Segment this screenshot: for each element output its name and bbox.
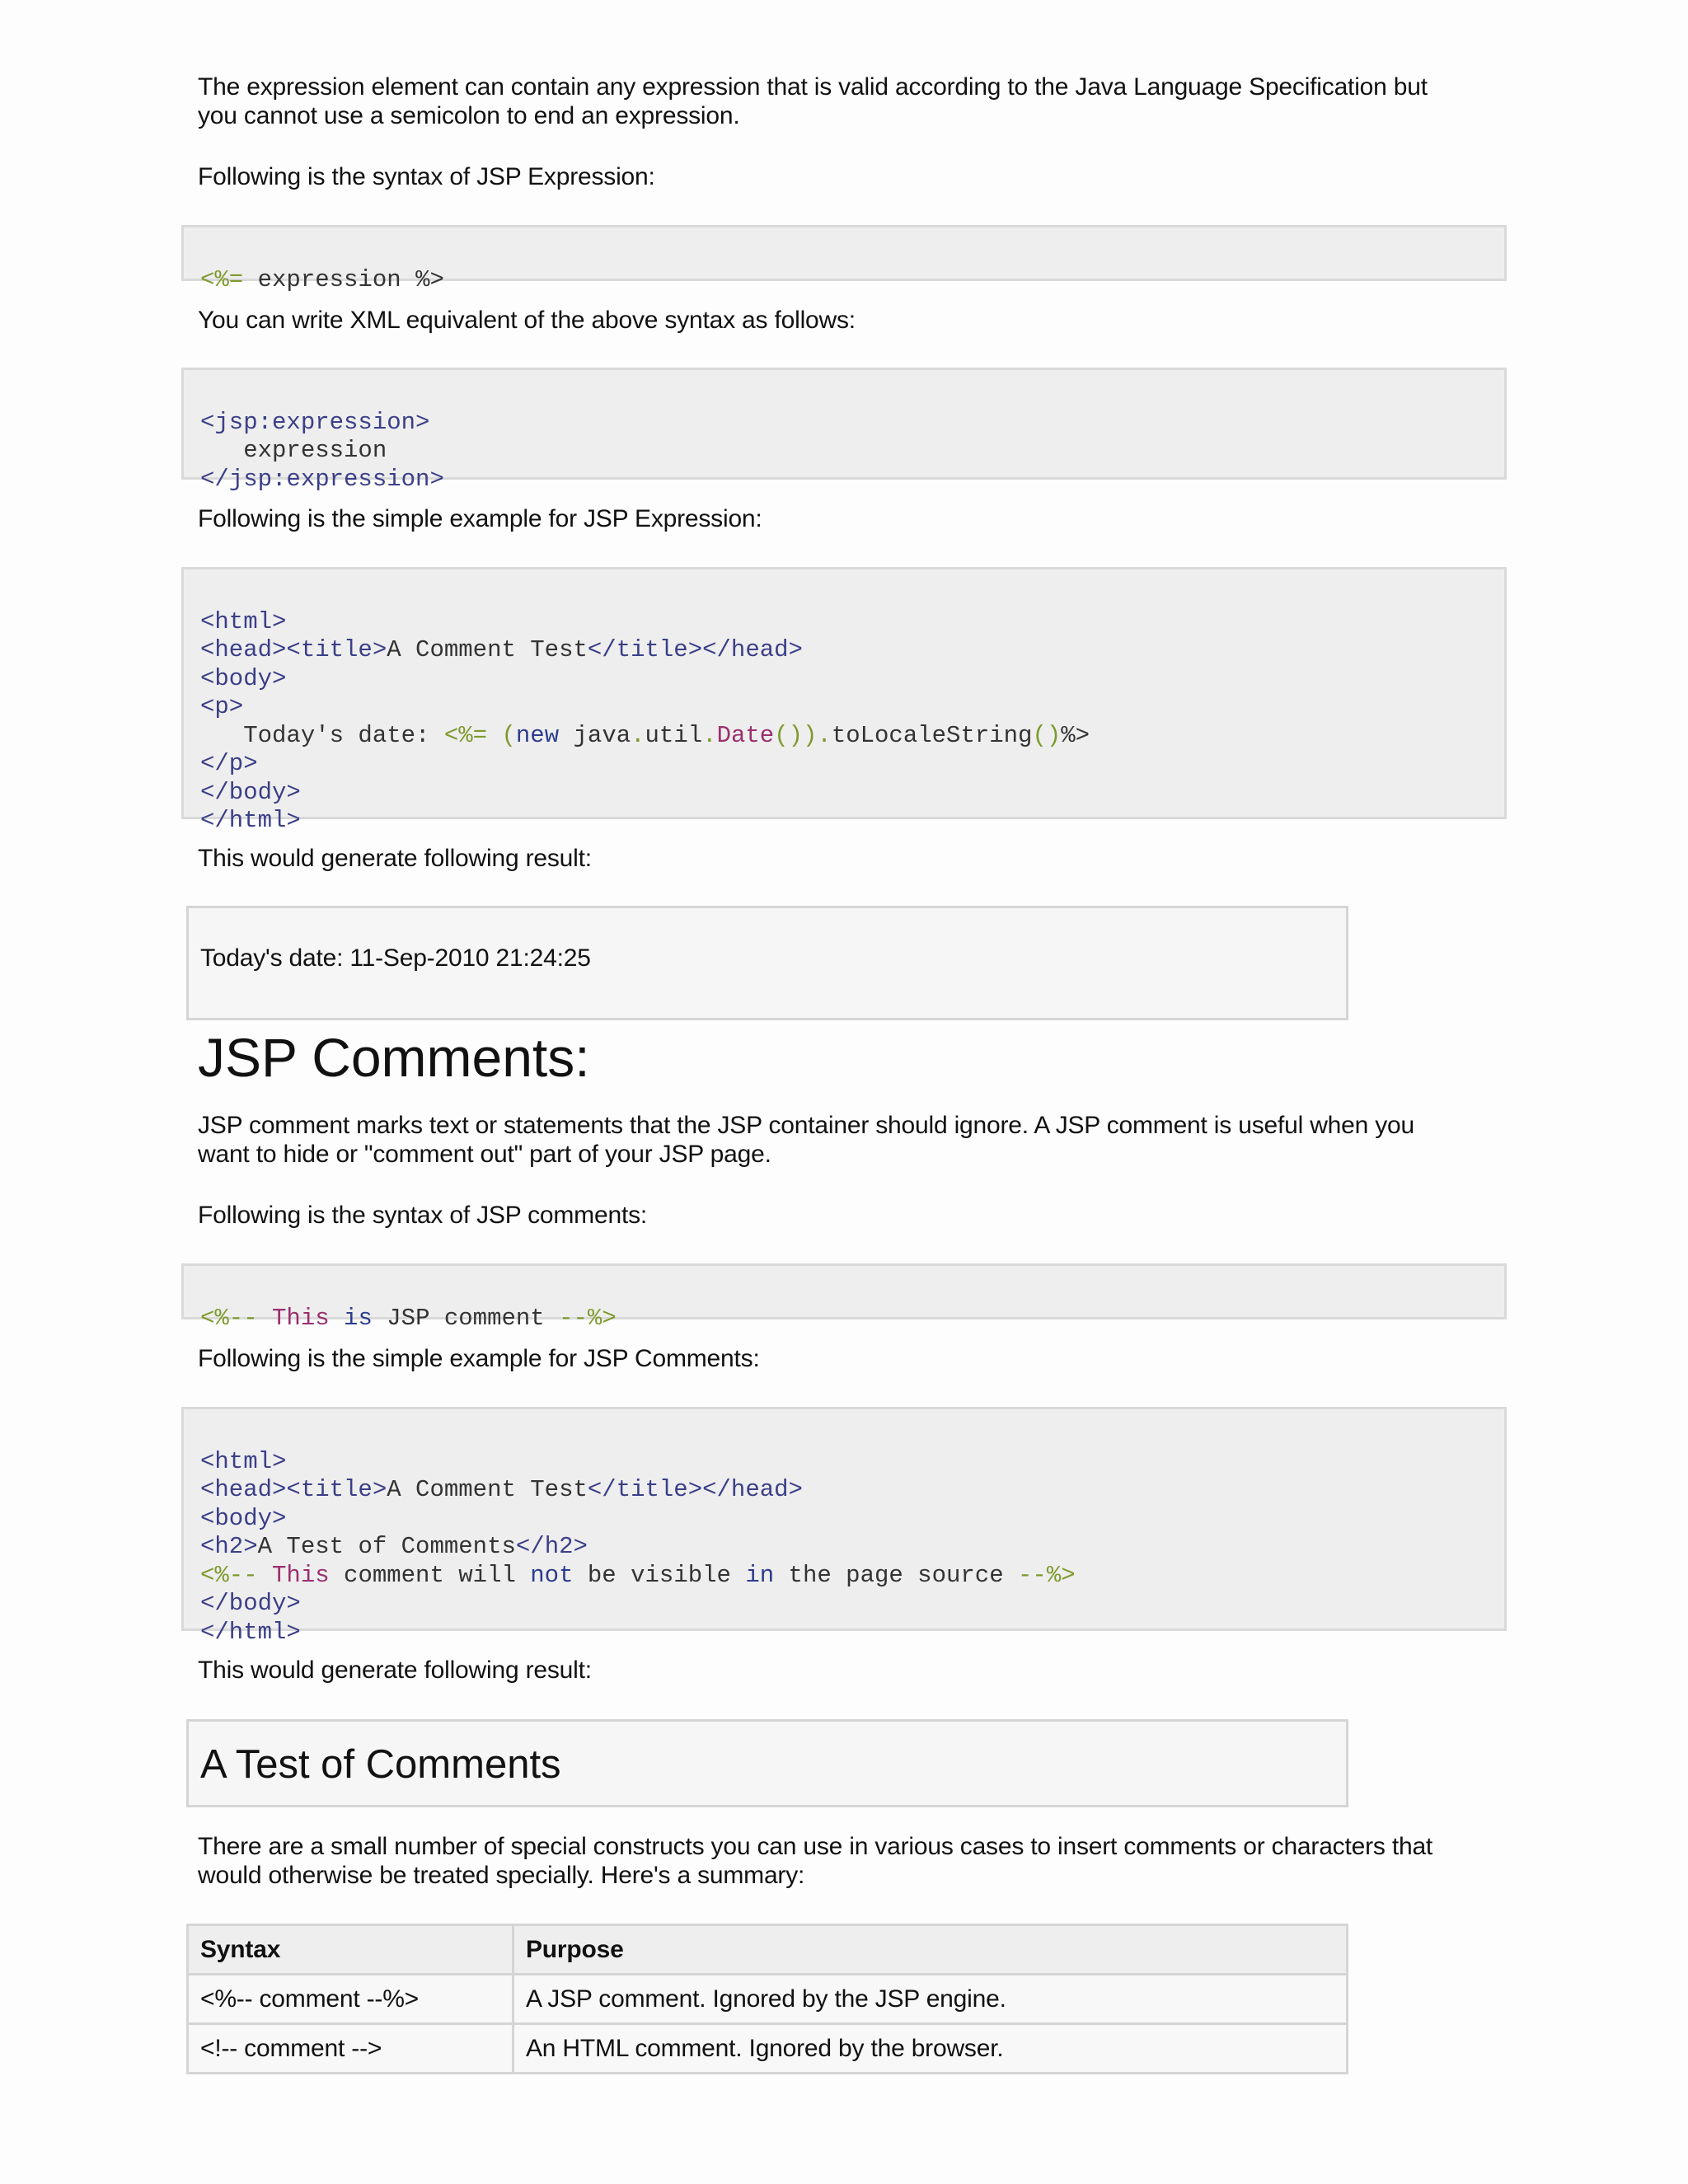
table-cell: <%-- comment --%> [188, 1975, 513, 2024]
result-heading-text: A Test of Comments [200, 1742, 561, 1787]
code-token: </title></head> [587, 1476, 803, 1503]
comments-paragraph-line-2: want to hide or "comment out" part of your JSP page. [198, 1141, 771, 1168]
code-line: <body> [200, 1504, 287, 1532]
code-token: Today's date: [200, 721, 444, 749]
code-token: java [559, 721, 631, 749]
table-row [188, 1975, 1348, 2024]
code-token: A Comment Test [387, 636, 588, 663]
code-token: expression [243, 265, 416, 293]
code-token: . [702, 721, 717, 749]
code-block-comment-example [181, 1407, 1507, 1646]
syntax-intro-text: Following is the syntax of JSP Expression: [198, 163, 655, 190]
code-line: <jsp:expression> [200, 408, 430, 436]
code-token: the page source [774, 1561, 1019, 1589]
code-token: Date [716, 721, 775, 749]
code-line: </body> [200, 778, 301, 806]
code-token: %> [415, 265, 444, 293]
intro-paragraph-line-2: you cannot use a semicolon to end an expression. [198, 102, 740, 129]
code-block-expression-example [181, 567, 1507, 834]
code-line: <body> [200, 664, 287, 692]
code-token: <h2> [200, 1533, 258, 1560]
table-cell: An HTML comment. Ignored by the browser. [513, 2024, 1348, 2074]
code-token: --%> [559, 1304, 617, 1332]
code-token: comment will [329, 1561, 531, 1589]
xml-intro-text: You can write XML equivalent of the above syntax as follows: [198, 307, 856, 334]
table-row [188, 2024, 1348, 2074]
table-header-row [188, 1925, 1348, 1975]
code-token: <%= [443, 721, 488, 749]
code-token: in [745, 1561, 775, 1589]
code-block-comment-syntax [181, 1263, 1507, 1332]
code-token: util [645, 721, 703, 749]
example-intro-text: Following is the simple example for JSP Expression: [198, 505, 762, 532]
table-cell: A JSP comment. Ignored by the JSP engine. [513, 1975, 1348, 2024]
code-token: new [515, 721, 560, 749]
code-token: <head><title> [200, 636, 387, 663]
result-intro-text-2: This would generate following result: [198, 1657, 592, 1684]
comments-syntax-intro-text: Following is the syntax of JSP comments: [198, 1202, 648, 1229]
code-line: </html> [200, 1618, 301, 1646]
code-token: <%= [200, 265, 244, 293]
code-block-xml-syntax [181, 368, 1507, 493]
code-line: </jsp:expression> [200, 465, 444, 493]
code-token: not [530, 1561, 574, 1589]
code-token: </title></head> [587, 636, 803, 663]
comments-example-intro-text: Following is the simple example for JSP Comments: [198, 1345, 760, 1372]
code-token: <%-- [200, 1561, 258, 1589]
table-header-syntax: Syntax [188, 1925, 513, 1975]
special-paragraph-line-2: would otherwise be treated specially. Here's a summary: [198, 1862, 805, 1889]
summary-table [186, 1924, 1348, 2074]
code-line: </html> [200, 807, 301, 834]
code-token: This [257, 1561, 330, 1589]
section-heading-jsp-comments: JSP Comments: [198, 1027, 590, 1088]
code-token: . [631, 721, 645, 749]
code-token: ( [487, 721, 516, 749]
code-token: <%-- [200, 1304, 258, 1332]
code-token: This [257, 1304, 330, 1332]
code-line: expression [200, 437, 387, 464]
code-token: --%> [1018, 1561, 1076, 1589]
comments-paragraph-line-1: JSP comment marks text or statements that the JSP container should ignore. A JSP comment is useful when you [198, 1112, 1415, 1139]
special-paragraph-line-1: There are a small number of special constructs you can use in various cases to insert comments or characters that [198, 1833, 1433, 1860]
code-line: <p> [200, 693, 244, 720]
code-token: <head><title> [200, 1476, 387, 1503]
code-token: toLocaleString [831, 721, 1033, 749]
code-token: A Test of Comments [257, 1533, 516, 1560]
code-line: </body> [200, 1590, 301, 1617]
result-box-date [186, 906, 1348, 1020]
intro-paragraph-line-1: The expression element can contain any expression that is valid according to the Java Language Specification but [198, 73, 1428, 101]
code-token: is [329, 1304, 373, 1332]
code-line: <html> [200, 1447, 287, 1475]
result-date-text: Today's date: 11-Sep-2010 21:24:25 [200, 944, 591, 972]
result-box-comments [186, 1719, 1348, 1807]
code-line: <html> [200, 607, 287, 635]
code-token: </h2> [515, 1533, 588, 1560]
code-token: %> [1061, 721, 1090, 749]
code-line: </p> [200, 750, 258, 777]
code-token: () [1032, 721, 1062, 749]
code-token: ()). [774, 721, 832, 749]
code-token: JSP comment [372, 1304, 560, 1332]
code-token: A Comment Test [387, 1476, 588, 1503]
result-intro-text-1: This would generate following result: [198, 845, 592, 872]
code-token: be visible [573, 1561, 746, 1589]
code-block-expression-syntax [181, 225, 1507, 293]
table-header-purpose: Purpose [513, 1925, 1348, 1975]
table-cell: <!-- comment --> [188, 2024, 513, 2074]
